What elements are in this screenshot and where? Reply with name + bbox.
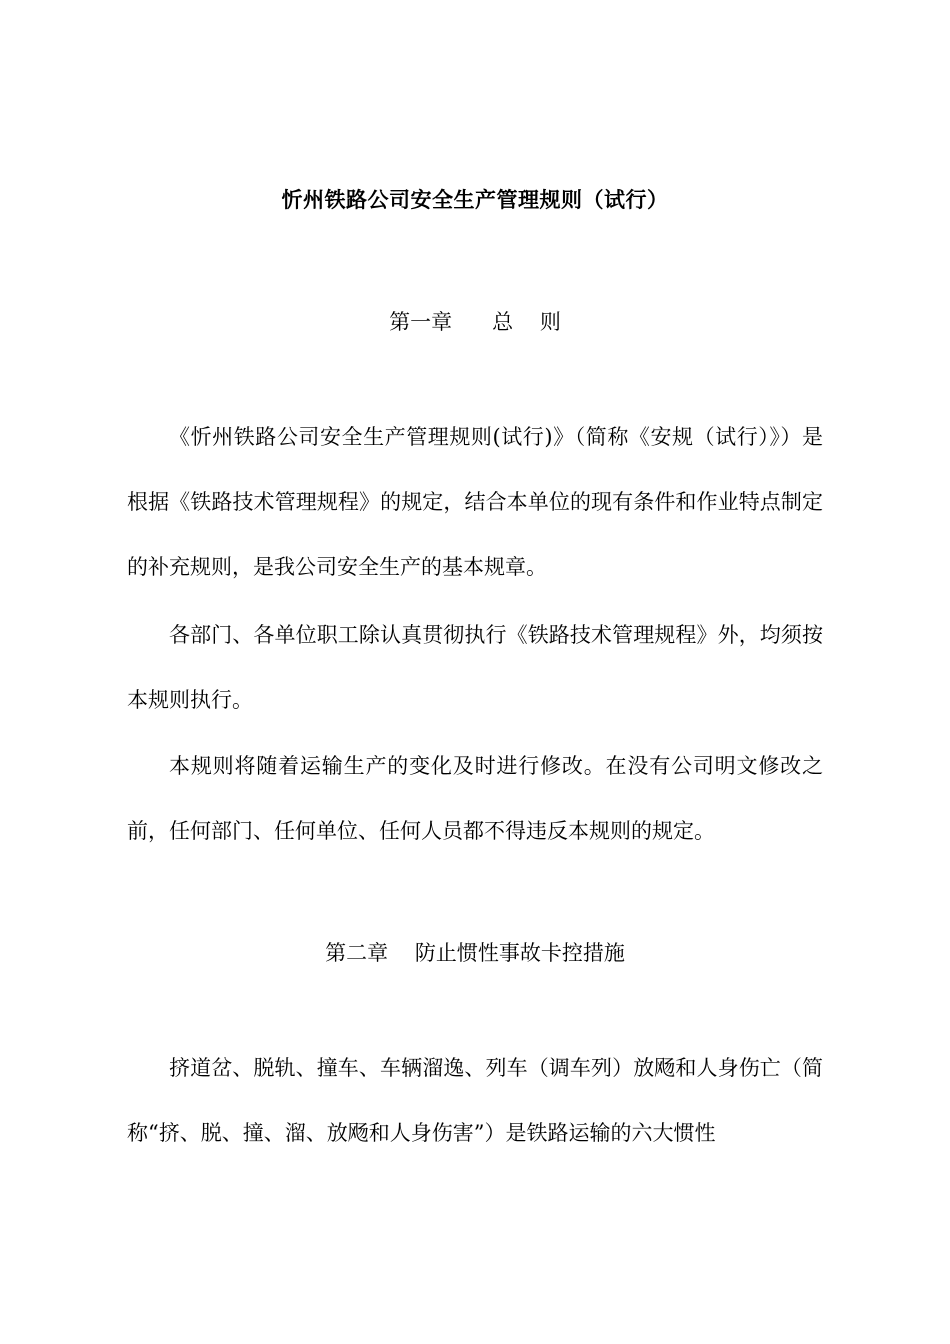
chapter-2-heading: 第二章 防止惯性事故卡控措施 bbox=[325, 941, 625, 965]
document-title: 忻州铁路公司安全生产管理规则（试行） bbox=[281, 188, 669, 212]
paragraph-3: 本规则将随着运输生产的变化及时进行修改。在没有公司明文修改之前，任何部门、任何单位、任何人员都不得违反本规则的规定。 bbox=[127, 754, 823, 843]
paragraph-2: 各部门、各单位职工除认真贯彻执行《铁路技术管理规程》外，均须按本规则执行。 bbox=[127, 623, 823, 712]
chapter-1-heading: 第一章 总 则 bbox=[389, 310, 561, 334]
paragraph-4: 挤道岔、脱轨、撞车、车辆溜逸、列车（调车列）放飏和人身伤亡（简称“挤、脱、撞、溜、放飏和人身伤害”）是铁路运输的六大惯性 bbox=[127, 1056, 823, 1145]
paragraph-1: 《忻州铁路公司安全生产管理规则(试行)》（简称《安规（试行）》）是根据《铁路技术管理规程》的规定，结合本单位的现有条件和作业特点制定的补充规则，是我公司安全生产的基本规章。 bbox=[127, 425, 823, 579]
